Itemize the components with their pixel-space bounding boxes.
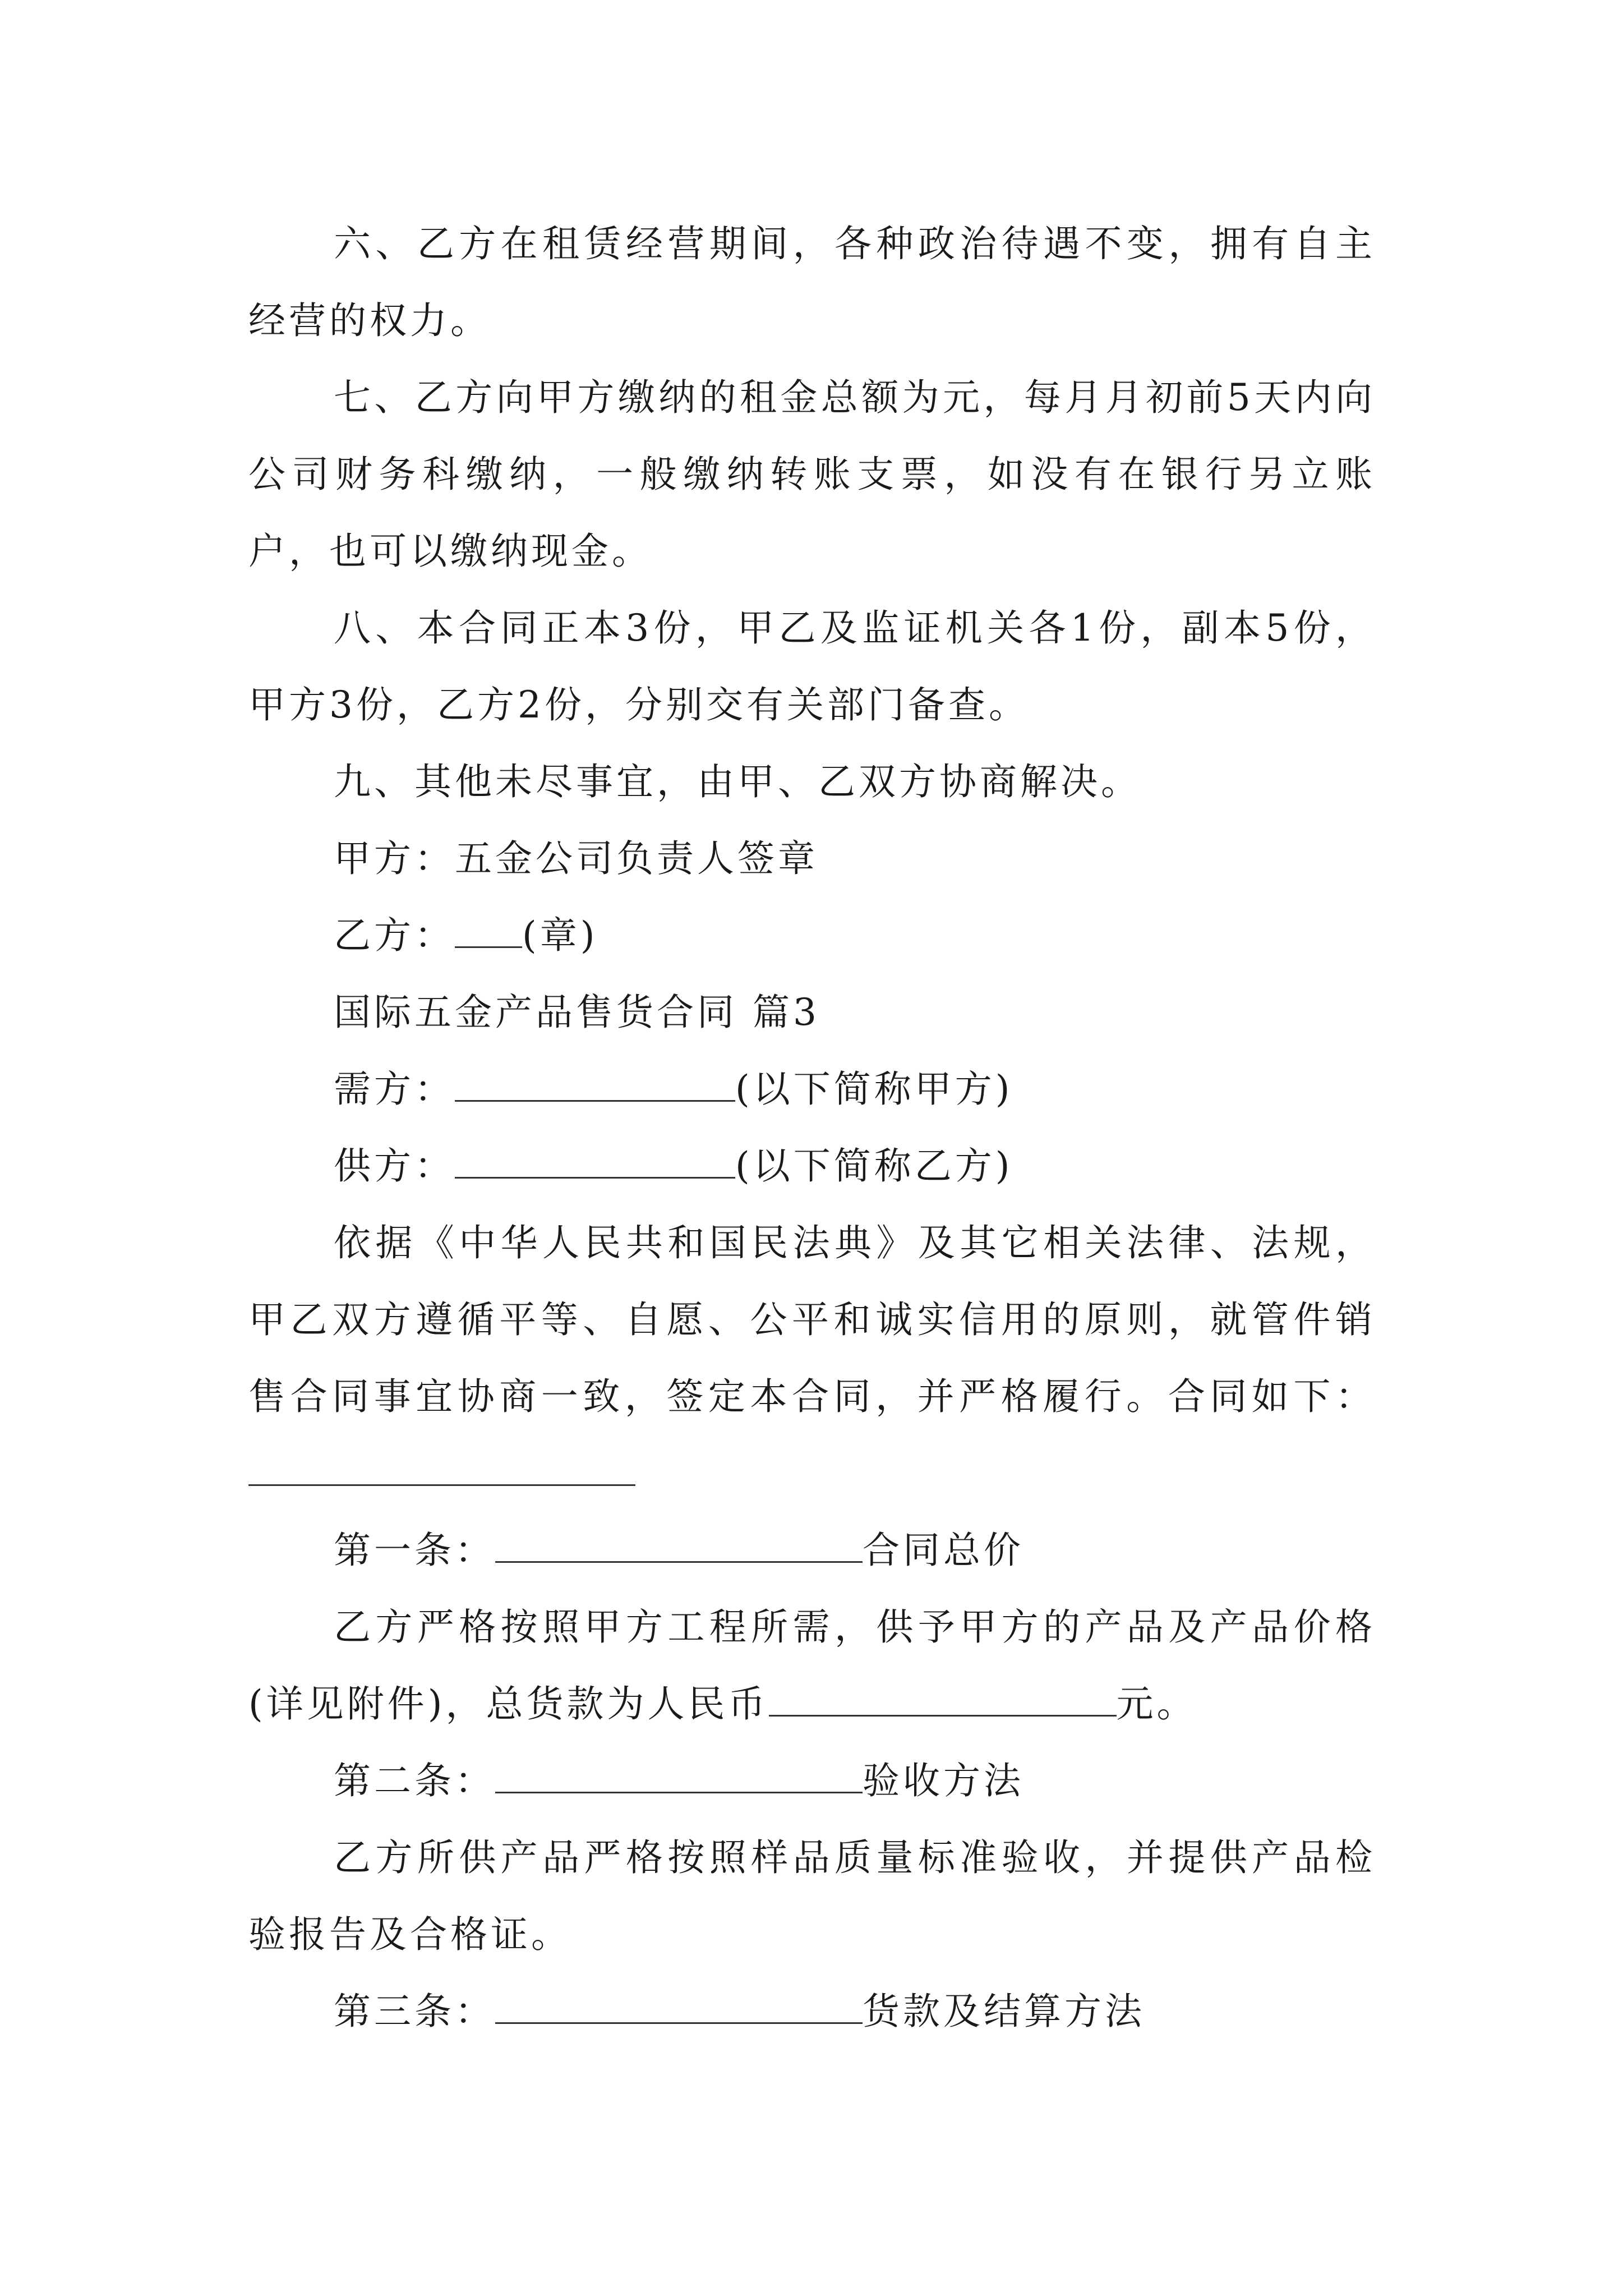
article-1-text: 乙方严格按照甲方工程所需，供予甲方的产品及产品价格(详见附件)，总货款为人民币 <box>248 1605 1376 1726</box>
buyer-alias: (以下简称甲方) <box>735 1068 1013 1111</box>
seller-alias: (以下简称乙方) <box>735 1144 1013 1188</box>
total-price-blank <box>769 1681 1117 1717</box>
party-b-signature <box>248 897 1376 974</box>
article-3-title: 货款及结算方法 <box>863 1990 1145 2033</box>
article-3-label: 第三条： <box>334 1990 495 2033</box>
buyer-label: 需方： <box>334 1068 455 1111</box>
article-3-heading <box>248 1973 1376 2050</box>
buyer-line <box>248 1051 1376 1128</box>
party-b-label: 乙方： <box>334 914 455 957</box>
document-body <box>248 205 1376 2050</box>
article-1-blank <box>495 1527 863 1563</box>
clause-6: 六、乙方在租赁经营期间，各种政治待遇不变，拥有自主经营的权力。 <box>248 222 1376 342</box>
article-1-heading <box>248 1512 1376 1589</box>
article-3-blank <box>495 1989 863 2024</box>
party-b-blank <box>455 913 522 948</box>
contract-intro <box>248 1204 1376 1512</box>
article-1-body <box>248 1589 1376 1742</box>
intro-blank <box>248 1451 635 1486</box>
party-b-seal: (章) <box>522 914 598 957</box>
clause-9: 九、其他未尽事宜，由甲、乙双方协商解决。 <box>334 760 1141 803</box>
seller-line <box>248 1128 1376 1204</box>
article-1-label: 第一条： <box>334 1529 495 1572</box>
seller-label: 供方： <box>334 1144 455 1188</box>
buyer-blank <box>455 1066 735 1102</box>
article-2-label: 第二条： <box>334 1759 495 1802</box>
article-2-title: 验收方法 <box>863 1759 1024 1802</box>
article-2-heading <box>248 1742 1376 1819</box>
article-1-unit: 元。 <box>1116 1682 1197 1726</box>
clause-8: 八、本合同正本3份，甲乙及监证机关各1份，副本5份，甲方3份，乙方2份，分别交有关部门备查。 <box>248 606 1376 726</box>
party-a-signature: 甲方：五金公司负责人签章 <box>334 837 818 880</box>
clause-7: 七、乙方向甲方缴纳的租金总额为元，每月月初前5天内向公司财务科缴纳，一般缴纳转账支票，如没有在银行另立账户，也可以缴纳现金。 <box>248 376 1376 573</box>
article-2-blank <box>495 1758 863 1793</box>
article-2-body: 乙方所供产品严格按照样品质量标准验收，并提供产品检验报告及合格证。 <box>248 1836 1376 1956</box>
article-1-title: 合同总价 <box>863 1529 1024 1572</box>
intro-text: 依据《中华人民共和国民法典》及其它相关法律、法规，甲乙双方遵循平等、自愿、公平和诚实信用的原则，就管件销售合同事宜协商一致，签定本合同，并严格履行。合同如下： <box>248 1221 1376 1418</box>
document-title: 国际五金产品售货合同 篇3 <box>334 991 820 1034</box>
seller-blank <box>455 1143 735 1179</box>
